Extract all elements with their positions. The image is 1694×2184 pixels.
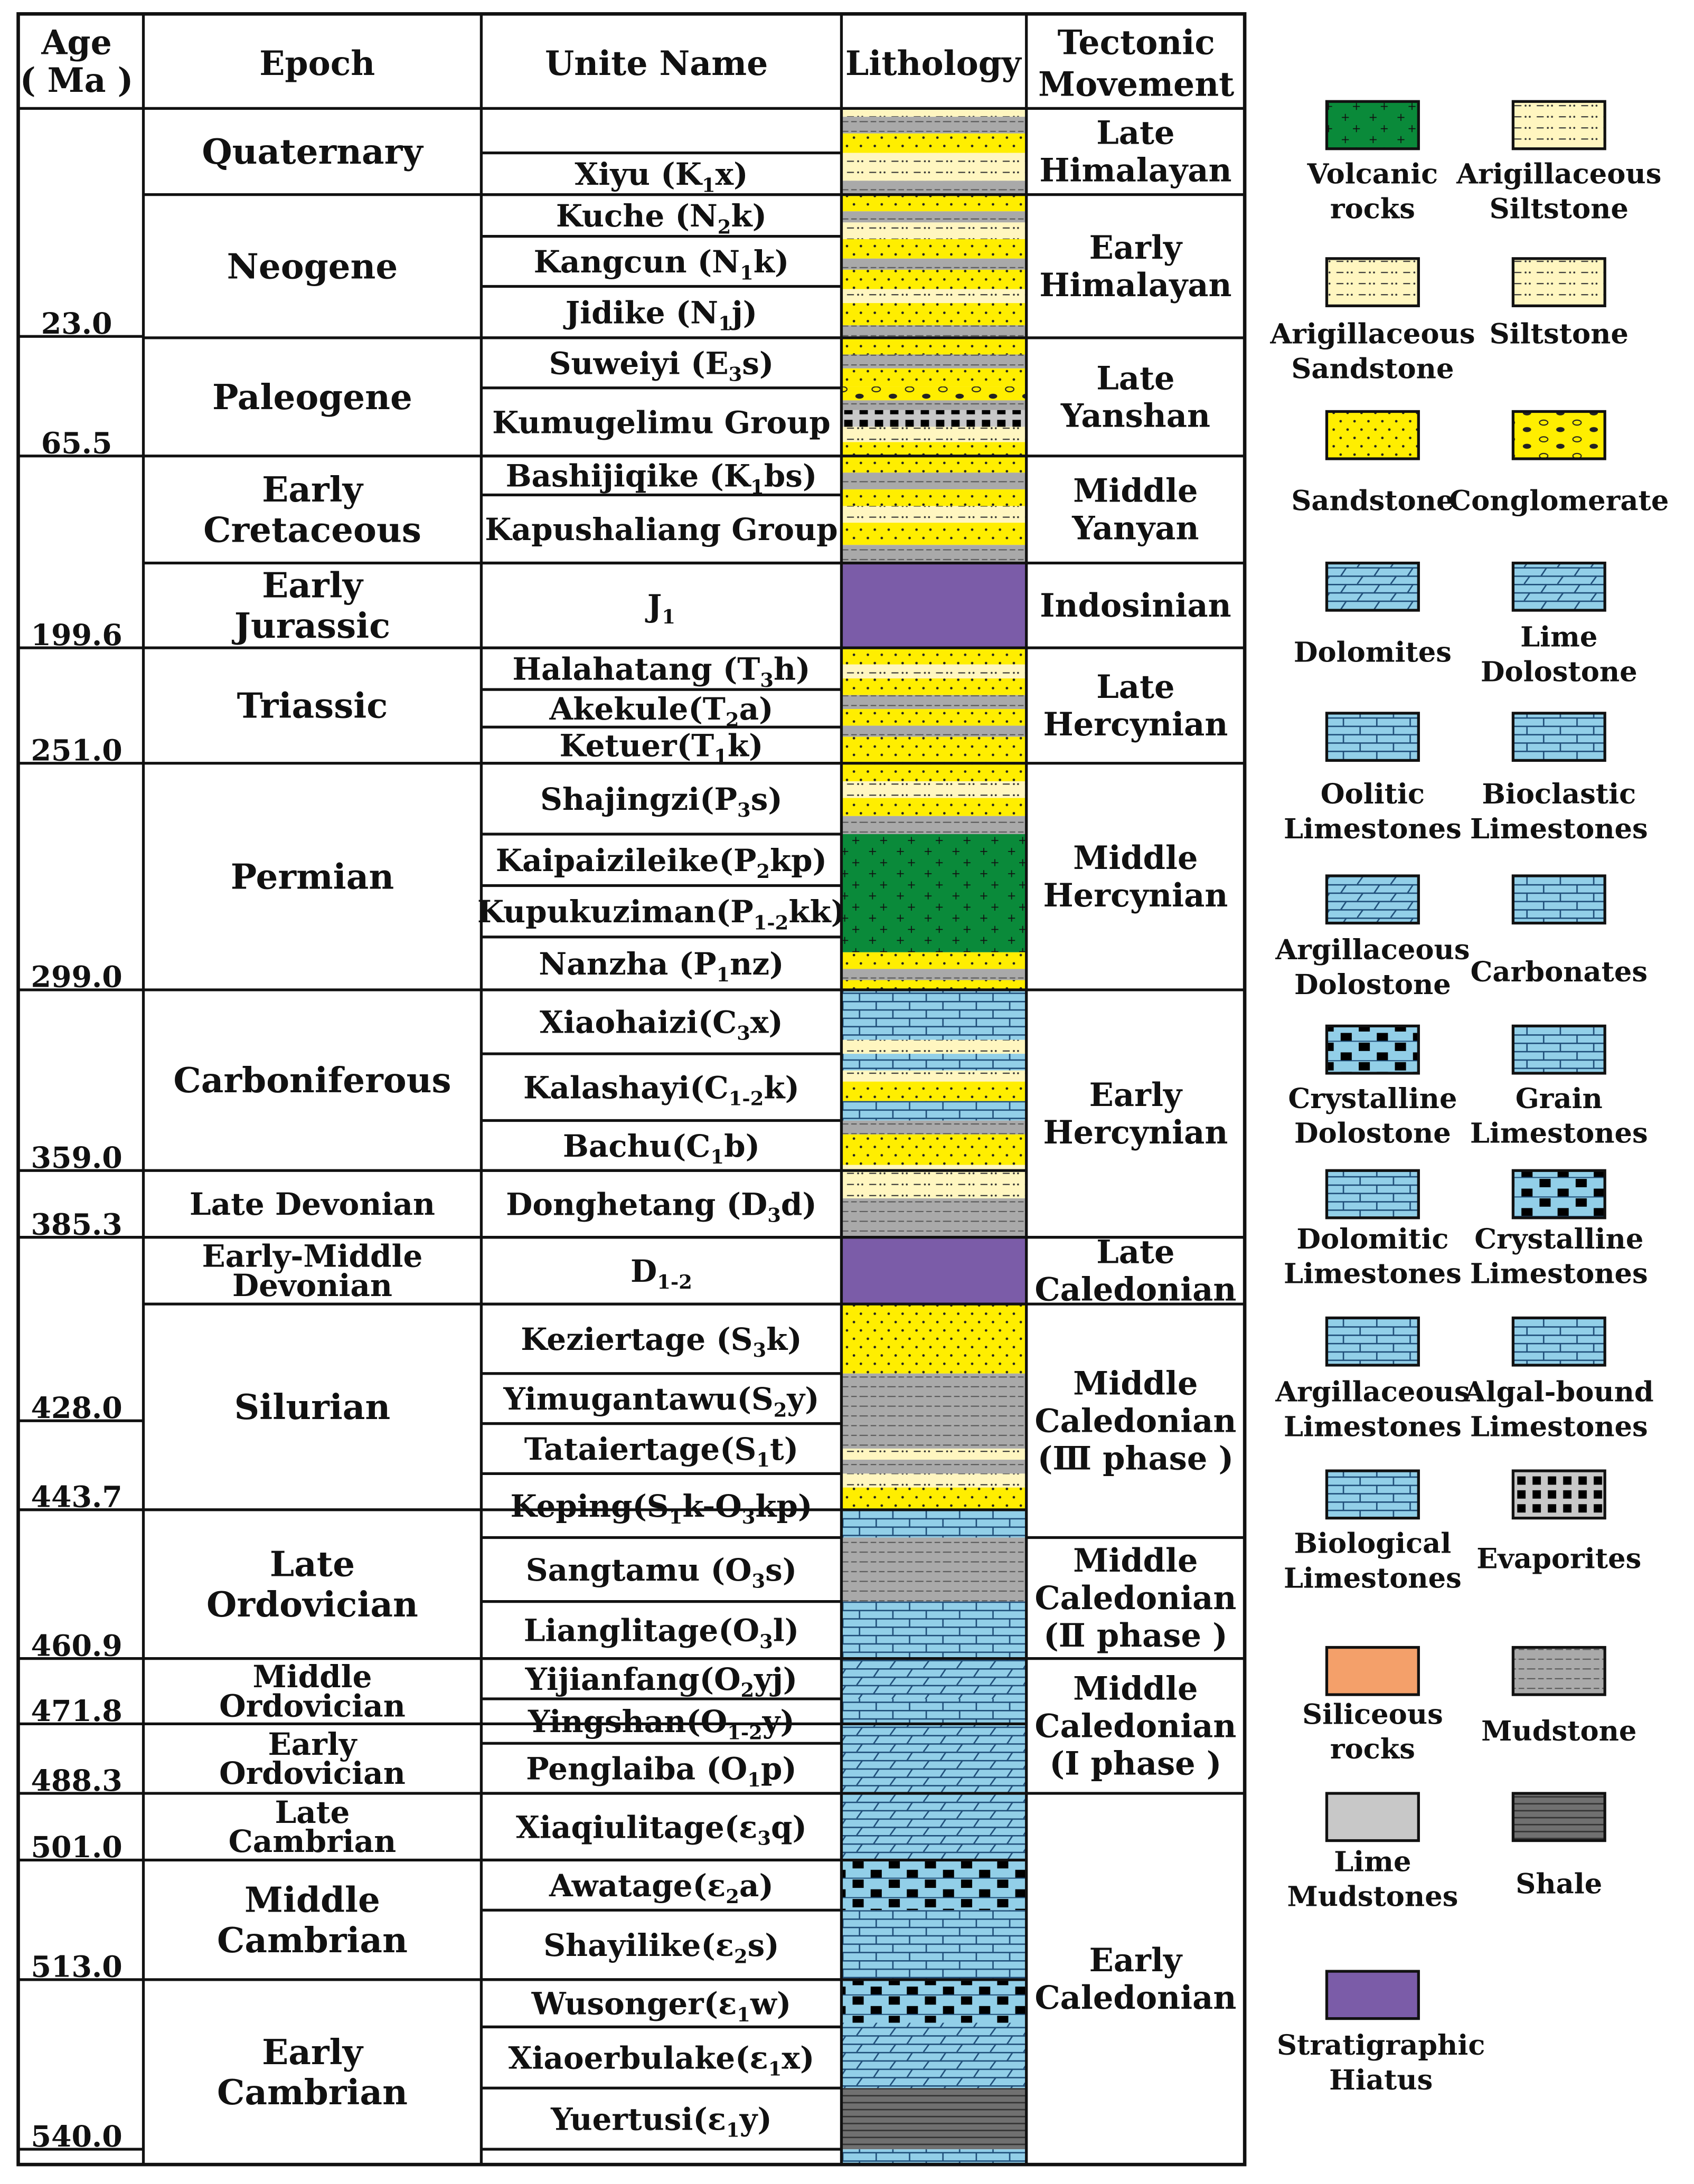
tectonic-cells xyxy=(1034,115,1236,2017)
lithology-layer-mud xyxy=(841,1460,1026,1473)
lithology-layer-sand xyxy=(841,523,1026,545)
lithology-layer-sand xyxy=(841,442,1026,456)
legend-label: Crystalline xyxy=(1288,1082,1457,1115)
header-unit-name: Unite Name xyxy=(545,44,768,83)
lithology-layer-silt xyxy=(841,1473,1026,1487)
lithology-layer-cryst xyxy=(841,1860,1026,1910)
lithology-layer-brick xyxy=(841,1910,1026,1980)
age-label: 540.0 xyxy=(31,2119,123,2154)
lithology-layer-sand xyxy=(841,239,1026,259)
legend-swatch xyxy=(1513,1318,1605,1365)
legend-label: Shale xyxy=(1516,1868,1603,1901)
legend-label: Dolostone xyxy=(1294,1117,1451,1150)
lithology-layer-dolo xyxy=(841,1724,1026,1793)
tectonic-label: Middle xyxy=(1073,839,1198,877)
lithology-layer-silt xyxy=(841,222,1026,239)
lithology-layer-mud xyxy=(841,1537,1026,1601)
lithology-layer-dolo xyxy=(841,1659,1026,1699)
lithology-layer-sand xyxy=(841,1304,1026,1374)
tectonic-label: Late xyxy=(1096,668,1175,706)
legend-swatch xyxy=(1513,259,1605,306)
epoch-label: Early xyxy=(262,468,363,510)
epoch-label: Permian xyxy=(230,856,394,897)
tectonic-label: Late xyxy=(1096,114,1175,152)
age-label: 428.0 xyxy=(31,1391,123,1426)
unit-name: $Yijianfang(O_2yj)$ xyxy=(525,1661,798,1702)
unit-name: $Kupukuziman(P_{1-2}kk)$ xyxy=(477,894,845,934)
legend-label: Mudstone xyxy=(1481,1715,1637,1747)
legend-label: Arigillaceous xyxy=(1270,318,1475,351)
unit-name: $Yingshan(O_{1-2}y)$ xyxy=(528,1704,795,1744)
lithology-layer-silt xyxy=(841,506,1026,523)
epoch-label: Ordovician xyxy=(206,1583,418,1625)
legend-label: Grain xyxy=(1515,1082,1603,1115)
legend-swatch xyxy=(1513,876,1605,923)
header-movement: Movement xyxy=(1038,64,1235,104)
lithology-layer-sand xyxy=(841,1488,1026,1510)
unit-name: $Yuertusi(\varepsilon_1y)$ xyxy=(551,2101,772,2142)
lithology-layer-brick xyxy=(841,1510,1026,1538)
epoch-label: Late xyxy=(269,1543,355,1585)
legend-label: Evaporites xyxy=(1476,1543,1642,1575)
legend-label: Limestones xyxy=(1470,812,1648,845)
legend-swatch xyxy=(1327,1026,1419,1073)
unit-name: $Wusonger(\varepsilon_1w)$ xyxy=(531,1986,792,2026)
lithology-layer-silt xyxy=(841,1071,1026,1082)
epoch-label: Early-Middle xyxy=(202,1238,423,1274)
unit-name: Penglaiba $(O_1p)$ xyxy=(526,1751,797,1791)
legend-label: Conglomerate xyxy=(1449,485,1669,517)
tectonic-label: (Ⅱ phase ) xyxy=(1043,1617,1228,1655)
legend-label: Sandstone xyxy=(1291,353,1454,385)
tectonic-label: Middle xyxy=(1073,472,1198,510)
lithology-layer-volc xyxy=(841,834,1026,952)
epoch-label: Early xyxy=(262,2031,363,2073)
legend-swatch xyxy=(1513,1026,1605,1073)
lithology-layer-hiatus xyxy=(841,1237,1026,1304)
legend-label: Siltstone xyxy=(1489,318,1629,351)
unit-name: $Kaipaizileike(P_2kp)$ xyxy=(495,842,827,883)
header-epoch: Epoch xyxy=(259,44,375,83)
tectonic-label: Hercynian xyxy=(1043,706,1228,744)
lithology-layer-sand xyxy=(841,678,1026,695)
legend-label: Lime xyxy=(1520,621,1598,654)
tectonic-label: Himalayan xyxy=(1039,152,1232,190)
age-label: 23.0 xyxy=(41,307,112,342)
epoch-label: Cambrian xyxy=(217,1919,408,1961)
unit-name: Kapushaliang Group xyxy=(485,512,838,548)
legend-label: Bioclastic xyxy=(1482,778,1636,811)
lithology-legend xyxy=(1269,101,1669,2096)
tectonic-label: Middle xyxy=(1073,1365,1198,1403)
lithology-layer-sand xyxy=(841,798,1026,816)
legend-label: Stratigraphic xyxy=(1277,2029,1485,2062)
legend-swatch xyxy=(1327,713,1419,761)
tectonic-label: (Ⅰ phase ) xyxy=(1049,1745,1222,1783)
epoch-label: Neogene xyxy=(227,245,398,287)
lithology-layer-sand xyxy=(841,270,1026,289)
lithology-layer-silt xyxy=(841,1165,1026,1179)
epoch-label: Cambrian xyxy=(217,2072,408,2113)
tectonic-label: Caledonian xyxy=(1034,1979,1237,2017)
lithology-layer-hiatus xyxy=(841,563,1026,648)
tectonic-label: Early xyxy=(1089,1076,1182,1114)
unit-name: $Bachu(C_1b)$ xyxy=(562,1128,760,1169)
tectonic-label: Indosinian xyxy=(1040,587,1231,625)
legend-label: Dolostone xyxy=(1480,656,1637,688)
header-age-unit: ( Ma ) xyxy=(20,60,134,100)
legend-swatch xyxy=(1513,101,1605,149)
epoch-label: Cambrian xyxy=(228,1823,397,1860)
epoch-label: Cretaceous xyxy=(203,509,421,551)
tectonic-label: Early xyxy=(1089,1942,1182,1980)
lithology-layer-mud xyxy=(841,472,1026,489)
epoch-label: Triassic xyxy=(237,685,388,726)
lithology-layer-silt xyxy=(841,665,1026,678)
epoch-label: Early xyxy=(268,1726,357,1762)
lithology-layer-sand xyxy=(841,980,1026,990)
tectonic-label: Himalayan xyxy=(1039,266,1232,304)
legend-swatch xyxy=(1327,411,1419,459)
lithology-layer-mud xyxy=(841,259,1026,270)
epoch-label: Ordovician xyxy=(219,1688,406,1724)
epoch-label: Late xyxy=(275,1794,350,1830)
tectonic-label: Hercynian xyxy=(1043,876,1228,914)
lithology-layer-cryst xyxy=(841,1980,1026,2023)
tectonic-label: Yanshan xyxy=(1060,397,1210,435)
lithology-layer-mud xyxy=(841,1120,1026,1134)
age-label: 501.0 xyxy=(31,1830,123,1865)
unit-name: Kuche $(N_2k)$ xyxy=(556,198,767,239)
age-label: 513.0 xyxy=(31,1950,123,1984)
lithology-layer-sand xyxy=(841,368,1026,386)
lithology-layer-evap xyxy=(841,410,1026,427)
epoch-cells xyxy=(173,131,451,2113)
lithology-layer-silt xyxy=(841,427,1026,442)
unit-name: Suweiyi $(E_3s)$ xyxy=(549,345,774,386)
lithology-layer-brick xyxy=(841,1101,1026,1121)
legend-label: Limestones xyxy=(1284,812,1462,845)
header-age: Age xyxy=(41,23,112,62)
epoch-label: Jurassic xyxy=(234,605,391,647)
unit-cells xyxy=(477,156,845,2141)
header-lithology: Lithology xyxy=(845,44,1021,83)
lithology-layer-silt xyxy=(841,289,1026,303)
lithology-layer-sand xyxy=(841,489,1026,506)
unit-name: $Yimugantawu(S_2y)$ xyxy=(503,1381,820,1422)
lithology-layer-mud xyxy=(841,1374,1026,1424)
age-labels xyxy=(31,307,123,2154)
lithology-layer-sand xyxy=(841,456,1026,473)
tectonic-label: (Ⅲ phase ) xyxy=(1037,1440,1234,1478)
lithology-layer-sand xyxy=(841,195,1026,212)
legend-label: rocks xyxy=(1330,193,1415,225)
epoch-label: Carboniferous xyxy=(173,1060,451,1101)
lithology-layer-silt xyxy=(841,153,1026,181)
lithology-layer-sand xyxy=(841,338,1026,355)
lithology-layer-silt xyxy=(841,781,1026,798)
legend-swatch xyxy=(1327,1318,1419,1365)
lithology-layer-cong xyxy=(841,386,1026,400)
unit-name: $Kalashayi(C_{1-2}k)$ xyxy=(523,1070,799,1110)
tectonic-label: Middle xyxy=(1073,1670,1198,1708)
legend-label: Siliceous xyxy=(1302,1698,1443,1731)
lithology-layer-sand xyxy=(841,303,1026,325)
lithology-layer-silt xyxy=(841,1179,1026,1198)
legend-swatch xyxy=(1513,713,1605,761)
unit-name: Bashijiqike $(K_1bs)$ xyxy=(505,458,817,498)
legend-label: Algal-bound xyxy=(1464,1376,1654,1408)
epoch-label: Devonian xyxy=(232,1267,393,1303)
lithology-layer-mud xyxy=(841,325,1026,338)
lithology-layer-silt xyxy=(841,1449,1026,1460)
unit-name: $J_1$ xyxy=(647,588,675,629)
stratigraphic-table xyxy=(18,14,1245,2164)
legend-swatch xyxy=(1513,1648,1605,1695)
age-label: 199.6 xyxy=(31,618,123,653)
epoch-label: Ordovician xyxy=(219,1755,406,1792)
legend-label: Dolomites xyxy=(1293,636,1452,669)
lithology-layer-sand xyxy=(841,709,1026,726)
unit-name: Donghetang $(D_3d)$ xyxy=(506,1186,817,1227)
legend-label: Volcanic xyxy=(1307,158,1438,191)
legend-swatch xyxy=(1327,1793,1419,1841)
legend-label: Limestones xyxy=(1470,1258,1648,1290)
age-label: 443.7 xyxy=(31,1480,123,1515)
epoch-label: Middle xyxy=(244,1879,380,1921)
lithology-layer-sand xyxy=(841,134,1026,153)
lithology-layer-mud xyxy=(841,695,1026,709)
legend-label: Argillaceous xyxy=(1275,1376,1470,1408)
unit-name: Kangcun $(N_1k)$ xyxy=(533,244,789,285)
tectonic-label: Hercynian xyxy=(1043,1113,1228,1151)
unit-name: Xiyu $(K_1x)$ xyxy=(575,156,748,197)
tectonic-label: Middle xyxy=(1073,1542,1198,1580)
lithology-layer-silt xyxy=(841,1040,1026,1054)
legend-swatch xyxy=(1327,876,1419,923)
tectonic-label: Caledonian xyxy=(1034,1580,1237,1618)
unit-name: Nanzha $(P_1nz)$ xyxy=(539,946,784,987)
legend-label: Limestones xyxy=(1284,1562,1462,1595)
age-label: 251.0 xyxy=(31,733,123,768)
tectonic-label: Yanyan xyxy=(1072,509,1199,547)
epoch-label: Early xyxy=(262,564,363,606)
legend-label: Dolostone xyxy=(1294,968,1451,1001)
legend-label: rocks xyxy=(1330,1733,1415,1766)
lithology-layer-brick xyxy=(841,1699,1026,1724)
legend-label: Argillaceous xyxy=(1275,934,1470,967)
legend-swatch xyxy=(1327,101,1419,149)
unit-name: Keziertage $(S_3k)$ xyxy=(521,1321,802,1362)
age-label: 299.0 xyxy=(31,960,123,995)
lithology-column xyxy=(841,108,1026,2164)
legend-label: Hiatus xyxy=(1329,2064,1433,2096)
age-label: 359.0 xyxy=(31,1141,123,1176)
lithology-layer-mud xyxy=(841,355,1026,368)
unit-name: $Awatage(\varepsilon_2a)$ xyxy=(549,1867,774,1908)
legend-label: Limestones xyxy=(1284,1258,1462,1290)
lithology-layer-mud xyxy=(841,726,1026,737)
lithology-layer-sand xyxy=(841,763,1026,781)
legend-swatch xyxy=(1327,259,1419,306)
legend-swatch xyxy=(1513,411,1605,459)
unit-name: $Keping(S_1k-O_3kp)$ xyxy=(510,1488,813,1529)
lithology-layer-mud xyxy=(841,1198,1026,1212)
age-label: 460.9 xyxy=(31,1629,123,1663)
unit-name: Sangtamu $(O_3s)$ xyxy=(525,1552,797,1593)
lithology-layer-mud xyxy=(841,211,1026,222)
age-label: 471.8 xyxy=(31,1694,123,1729)
legend-swatch xyxy=(1513,563,1605,611)
legend-swatch xyxy=(1513,1170,1605,1218)
lithology-layer-sand xyxy=(841,648,1026,665)
legend-label: Arigillaceous xyxy=(1456,158,1662,191)
lithology-layer-mud xyxy=(841,1212,1026,1237)
lithology-layer-mud xyxy=(841,117,1026,134)
legend-swatch xyxy=(1327,1971,1419,2019)
legend-label: Lime xyxy=(1334,1846,1411,1878)
legend-label: Crystalline xyxy=(1474,1223,1644,1255)
unit-name: Halahatang $(T_3h)$ xyxy=(512,651,811,692)
lithology-layer-shale xyxy=(841,2088,1026,2149)
unit-name: Jidike $(N_1j)$ xyxy=(565,295,758,335)
tectonic-label: Caledonian xyxy=(1034,1707,1237,1745)
age-label: 65.5 xyxy=(41,426,112,461)
epoch-label: Silurian xyxy=(234,1386,391,1427)
lithology-layer-mud xyxy=(841,816,1026,834)
unit-name: $Xiaohaizi(C_3x)$ xyxy=(540,1004,783,1045)
legend-swatch xyxy=(1513,1471,1605,1518)
lithology-layer-dolo xyxy=(841,1793,1026,1860)
legend-label: Carbonates xyxy=(1470,956,1648,989)
epoch-label: Late Devonian xyxy=(189,1186,436,1222)
legend-swatch xyxy=(1513,1793,1605,1841)
unit-name: $Ketuer(T_1k)$ xyxy=(559,727,764,768)
unit-name: $D_{1-2}$ xyxy=(630,1253,692,1294)
epoch-label: Middle xyxy=(252,1659,372,1695)
lithology-layer-mud xyxy=(841,545,1026,563)
legend-swatch xyxy=(1327,1471,1419,1518)
legend-label: Limestones xyxy=(1470,1411,1648,1443)
unit-name: $Xiaoerbulake(\varepsilon_1x)$ xyxy=(508,2040,815,2081)
legend-label: Limestones xyxy=(1470,1117,1648,1150)
tectonic-label: Late xyxy=(1096,1233,1175,1271)
epoch-label: Quaternary xyxy=(202,131,423,173)
lithology-layer-mud xyxy=(841,1424,1026,1449)
age-label: 385.3 xyxy=(31,1207,123,1242)
tectonic-label: Early xyxy=(1089,229,1182,267)
legend-label: Sandstone xyxy=(1291,485,1454,517)
tectonic-label: Caledonian xyxy=(1034,1402,1237,1440)
legend-label: Oolitic xyxy=(1320,778,1425,811)
legend-swatch xyxy=(1327,1170,1419,1218)
lithology-layer-mud xyxy=(841,400,1026,410)
tectonic-label: Late xyxy=(1096,360,1175,398)
lithology-layer-mud xyxy=(841,181,1026,194)
header-tectonic: Tectonic xyxy=(1057,23,1215,62)
unit-name: $Shajingzi(P_3s)$ xyxy=(540,781,783,822)
lithology-layer-mud xyxy=(841,969,1026,980)
unit-name: $Akekule(T_2a)$ xyxy=(549,691,774,731)
legend-label: Dolomitic xyxy=(1296,1223,1449,1255)
legend-label: Siltstone xyxy=(1489,193,1629,225)
unit-name: $Shayilike(\varepsilon_2s)$ xyxy=(543,1927,779,1968)
lithology-layer-brick xyxy=(841,990,1026,1040)
lithology-layer-brick xyxy=(841,1054,1026,1071)
epoch-label: Paleogene xyxy=(212,376,412,418)
unit-name: $Tataiertage(S_1t)$ xyxy=(524,1431,799,1472)
unit-name: $Lianglitage(O_3l)$ xyxy=(523,1612,799,1653)
legend-label: Limestones xyxy=(1284,1411,1462,1443)
lithology-layer-sand xyxy=(841,952,1026,969)
legend-swatch xyxy=(1327,563,1419,611)
lithology-layer-sand xyxy=(841,1082,1026,1101)
unit-name: Kumugelimu Group xyxy=(492,404,831,441)
legend-label: Mudstones xyxy=(1287,1880,1458,1913)
lithology-layer-brick xyxy=(841,1602,1026,1659)
legend-swatch xyxy=(1327,1648,1419,1695)
lithology-layer-sand xyxy=(841,737,1026,763)
lithology-layer-dolo xyxy=(841,2023,1026,2088)
unit-name: $Xiaqiulitage(\varepsilon_3q)$ xyxy=(515,1809,807,1850)
lithology-layer-brick xyxy=(841,2149,1026,2164)
legend-label: Biological xyxy=(1294,1527,1452,1560)
age-label: 488.3 xyxy=(31,1763,123,1798)
lithology-layer-sand xyxy=(841,1134,1026,1165)
tectonic-label: Caledonian xyxy=(1034,1271,1237,1309)
